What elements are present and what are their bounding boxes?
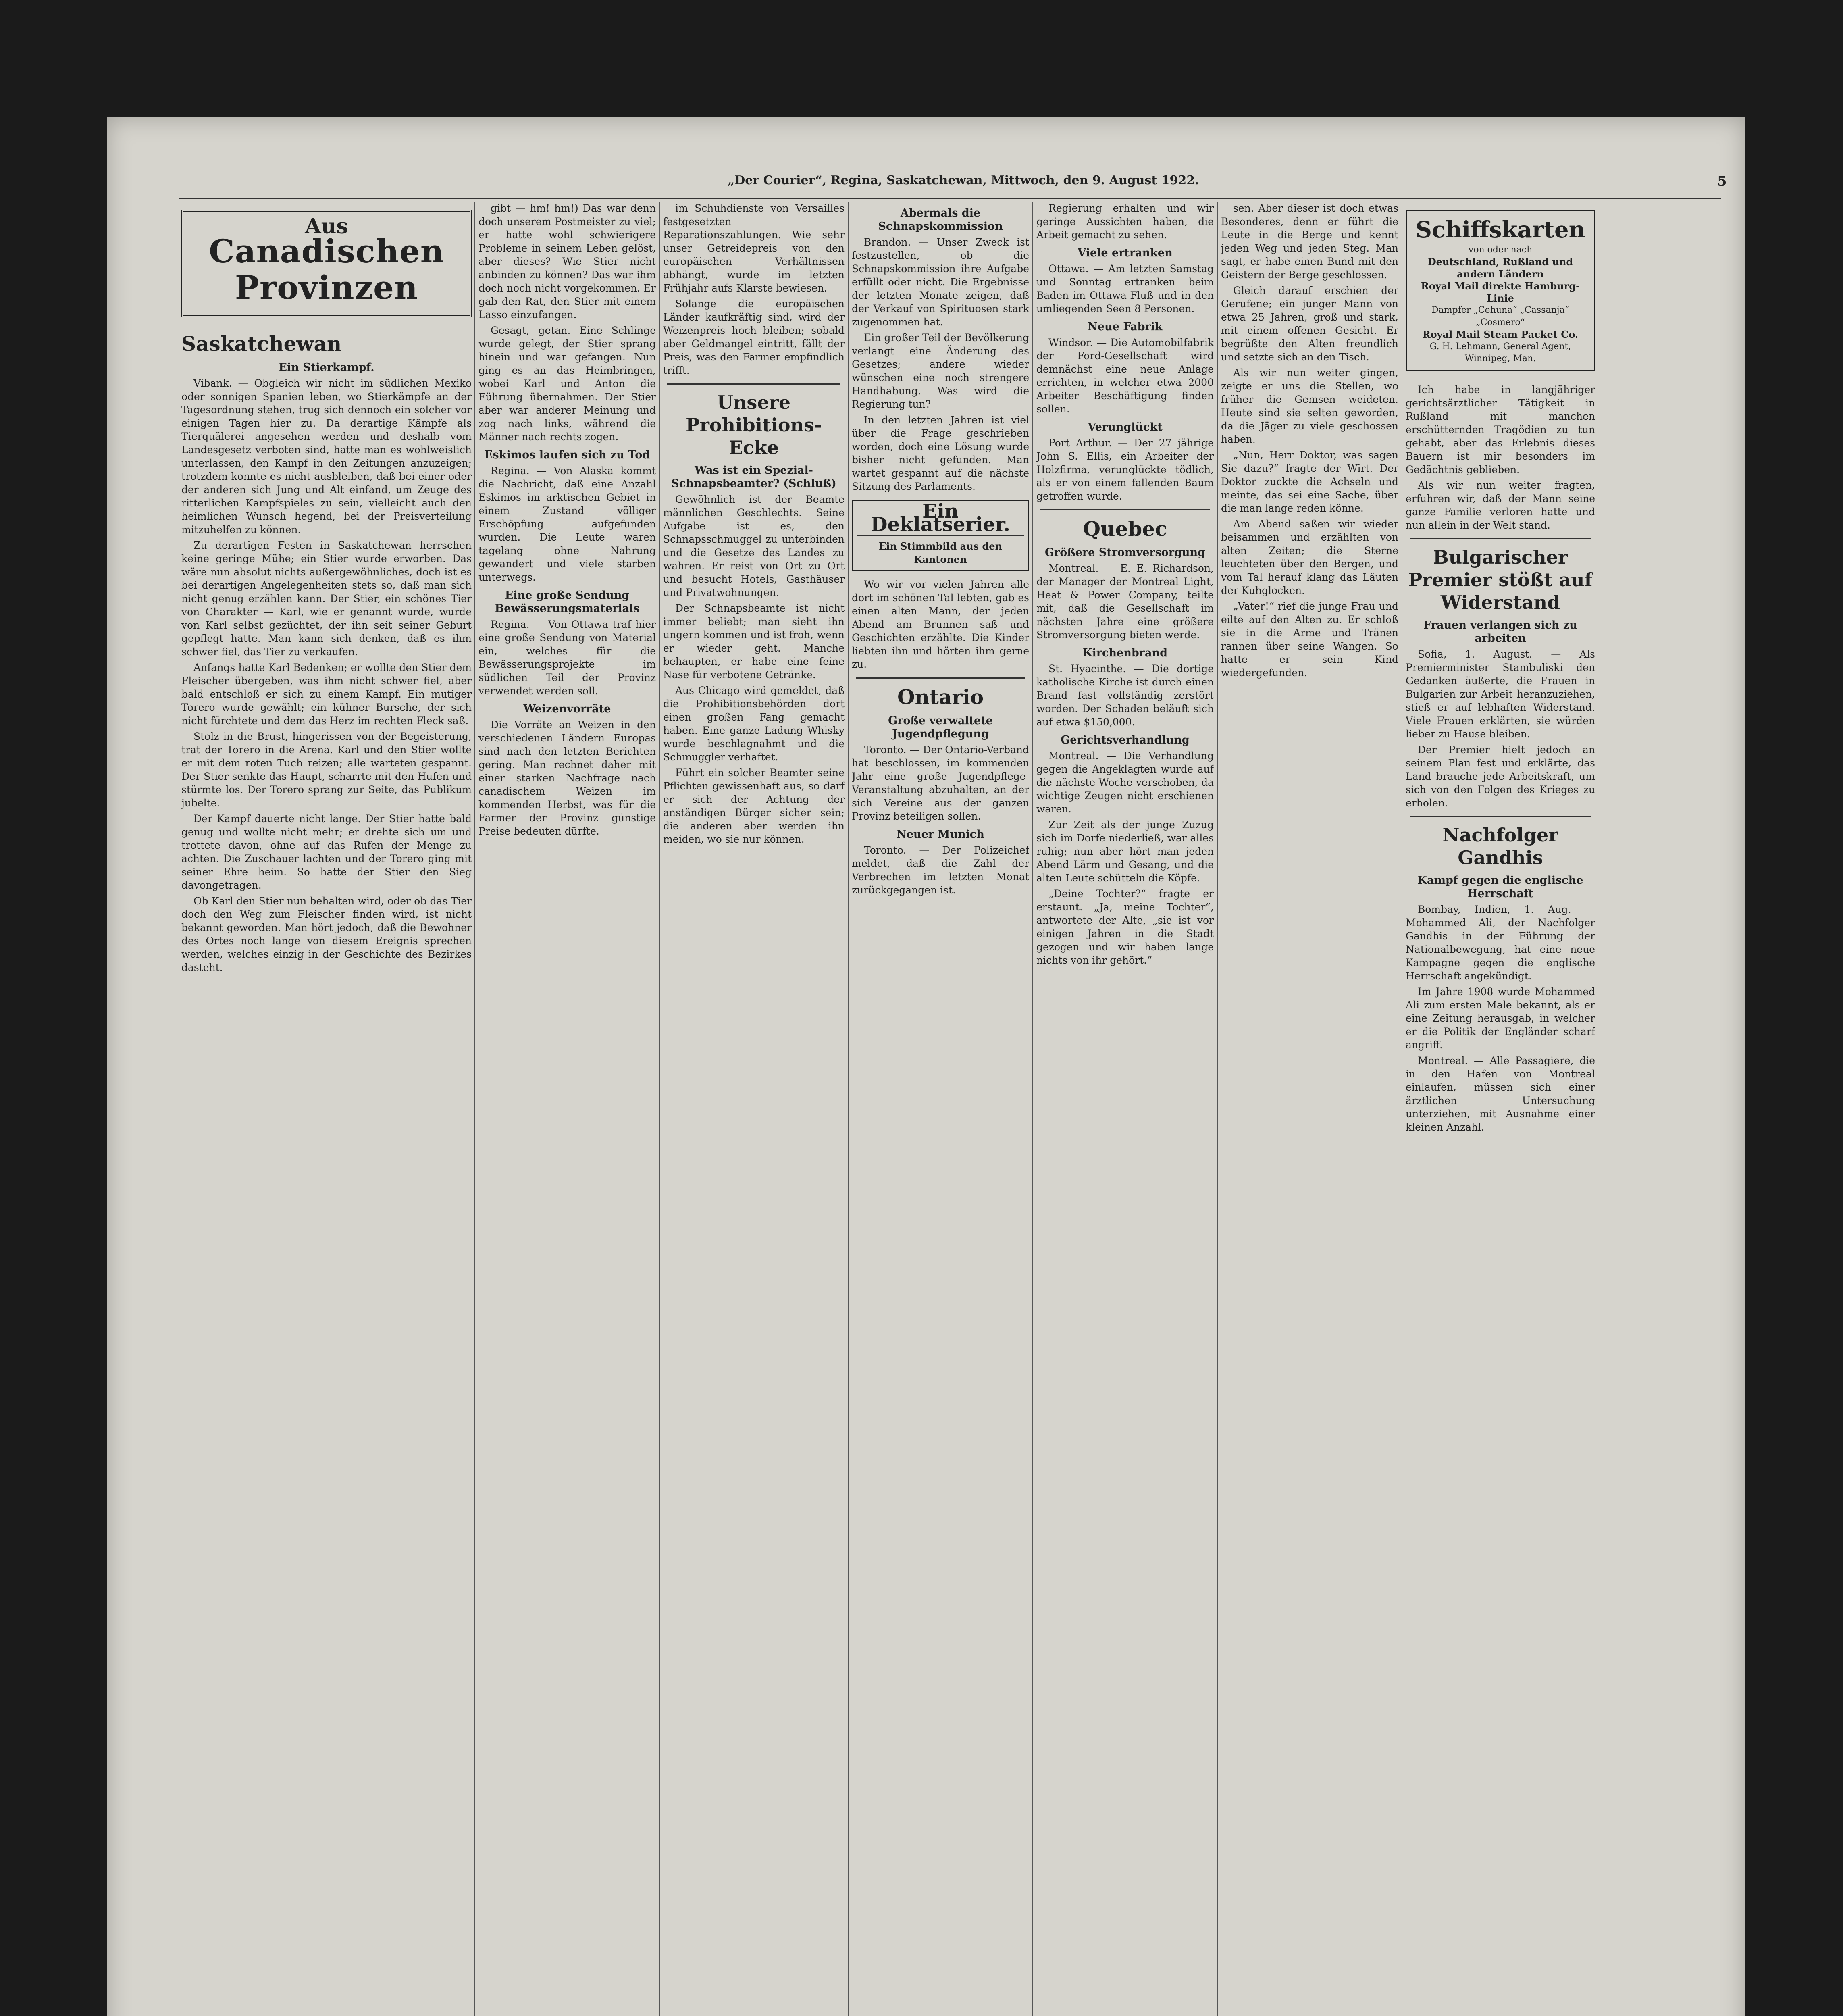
article-paragraph: Ottawa. — Am letzten Samstag und Sonntag ertranken beim Baden im Ottawa-Fluß und in den umliegenden Seen 8 Personen. bbox=[1036, 263, 1214, 314]
column-6 bbox=[1221, 202, 1398, 2016]
subhead-eskimos: Eskimos laufen sich zu Tod bbox=[484, 449, 650, 461]
article-paragraph: Brandon. — Unser Zweck ist festzustellen, ob die Schnapskommission ihre Aufgabe erfüllt oder nicht. Die Ergebnisse der letzten Monate zeigen, daß der Verkauf von Spirituosen stark zugenommen hat. bbox=[852, 236, 1029, 328]
subhead-frauen: Frauen verlangen sich zu arbeiten bbox=[1423, 619, 1577, 645]
section-prohibitions-ecke: Unsere Prohibitions-Ecke bbox=[686, 392, 822, 458]
heading-small: Aus bbox=[305, 214, 348, 239]
header-rule bbox=[179, 198, 1721, 199]
subhead-schnapsbeamter: Was ist ein Spezial-Schnapsbeamter? (Schluß) bbox=[671, 464, 836, 490]
article-paragraph: Toronto. — Der Polizeichef meldet, daß die Zahl der Verbrechen im letzten Monat zurückgegangen ist. bbox=[852, 844, 1029, 896]
article-paragraph: Montreal. — E. E. Richardson, der Manager der Montreal Light, Heat & Power Company, teilte mit, daß die Gesellschaft im nächsten Jahre eine größere Stromversorgung bieten werde. bbox=[1036, 562, 1214, 641]
column-divider bbox=[659, 202, 660, 2016]
article-paragraph: „Deine Tochter?“ fragte er erstaunt. „Ja, meine Tochter“, antwortete der Alte, „sie ist vor einigen Jahren in die Stadt gezogen und wir haben lange nichts von ihr gehört.“ bbox=[1036, 888, 1214, 966]
newspaper-page bbox=[107, 117, 1745, 2016]
subhead-kirchenbrand: Kirchenbrand bbox=[1083, 647, 1167, 659]
article-paragraph: „Nun, Herr Doktor, was sagen Sie dazu?“ fragte der Wirt. Der Doktor zuckte die Achseln und meinte, das sei eine Sache, über die man lange reden könne. bbox=[1221, 449, 1398, 514]
section-rule bbox=[1410, 538, 1591, 539]
article-paragraph: Regierung erhalten und wir geringe Aussichten haben, die Arbeit gemacht zu sehen. bbox=[1036, 202, 1214, 241]
article-paragraph: In den letzten Jahren ist viel über die Frage geschrieben worden, doch eine Lösung wurde bisher nicht gefunden. Man wartet gespannt auf die nächste Sitzung des Parlaments. bbox=[852, 414, 1029, 492]
article-paragraph: Der Kampf dauerte nicht lange. Der Stier hatte bald genug und wollte nicht mehr; er drehte sich um und trottete davon, ohne auf das Rufen der Menge zu achten. Die Zuschauer lachten und der Torero ging mit seiner Ehre heim. So hatte der Stier den Sieg davongetragen. bbox=[181, 813, 472, 891]
article-paragraph: Ob Karl den Stier nun behalten wird, oder ob das Tier doch den Weg zum Fleischer finden wird, ist nicht bekannt geworden. Man hört jedoch, daß die Bewohner des Ortes noch lange von diesem Ereignis sprechen werden, welches einzig in der Geschichte des Bezirkes dasteht. bbox=[181, 895, 472, 973]
article-paragraph: Vibank. — Obgleich wir nicht im südlichen Mexiko oder sonnigen Spanien leben, wo Stierkämpfe an der Tagesordnung stehen, trug sich dennoch ein solcher vor einigen Tagen hier zu. Da derartige Kämpfe als Tierquälerei angesehen werden und deshalb vom Landesgesetz verboten sind, hatte man es wohlweislich unterlassen, den Kampf in den Zeitungen anzuzeigen; trotzdem konnte es nicht ausbleiben, daß bei einer oder der anderen sich Jung und Alt einfand, um Zeuge des ritterlichen Kampfspieles zu sein, vielleicht auch den heimlichen Wunsch hegend, bei der Preisverteilung mitzuhelfen zu können. bbox=[181, 377, 472, 535]
subhead-munich: Neuer Munich bbox=[897, 828, 984, 841]
article-paragraph: Port Arthur. — Der 27 jährige John S. Ellis, ein Arbeiter der Holzfirma, verunglückte tödlich, als er von einem fallenden Baum getroffen wurde. bbox=[1036, 437, 1214, 502]
article-paragraph: im Schuhdienste von Versailles festgesetzten Reparationszahlungen. Wie sehr unser Getreidepreis von den europäischen Verhältnissen abhängt, wurde im letzten Frühjahr aufs Klarste bewiesen. bbox=[663, 202, 845, 294]
article-paragraph: Windsor. — Die Automobilfabrik der Ford-Gesellschaft wird demnächst eine neue Anlage errichten, in welcher etwa 2000 Arbeiter Beschäftigung finden sollen. bbox=[1036, 337, 1214, 415]
subhead-kampf: Kampf gegen die englische Herrschaft bbox=[1417, 874, 1583, 900]
article-paragraph: Ich habe in langjähriger gerichtsärztlicher Tätigkeit in Rußland mit manchen erschütternden Tragödien zu tun gehabt, aber das Erlebnis dieses Bauern ist mir besonders im Gedächtnis geblieben. bbox=[1406, 384, 1595, 475]
column-divider bbox=[1217, 202, 1218, 2016]
article-paragraph: Zu derartigen Festen in Saskatchewan herrschen keine geringe Mühe; ein Stier wurde erworben. Das wäre nun absolut nichts außergewöhnliches, doch ist es bei derartigen Angelegenheiten stets so, daß man sich nicht genug erzählen kann. Der Stier, ein schönes Tier von Charakter — Karl, wie er genannt wurde, wurde von Karl selbst gezüchtet, der ihn seit seiner Geburt gepflegt hatte. Man kann sich denken, daß es ihm schwer fiel, das Tier zu verkaufen. bbox=[181, 539, 472, 658]
article-paragraph: Montreal. — Alle Passagiere, die in den Hafen von Montreal einlaufen, müssen sich einer ärztlichen Untersuchung unterziehen, mit Ausnahme einer kleinen Anzahl. bbox=[1406, 1055, 1595, 1133]
column-5 bbox=[1036, 202, 1214, 2016]
article-paragraph: Stolz in die Brust, hingerissen von der Begeisterung, trat der Torero in die Arena. Karl und den Stier wollte er mit dem roten Tuch reizen; alle warteten gespannt. Der Stier senkte das Haupt, scharrte mit den Hufen und stürmte los. Der Torero sprang zur Seite, das Publikum jubelte. bbox=[181, 731, 472, 809]
ad-line: von oder nach bbox=[1468, 245, 1533, 255]
story-title: Ein Deklatserier. bbox=[870, 500, 1011, 536]
article-paragraph: Bombay, Indien, 1. Aug. — Mohammed Ali, der Nachfolger Gandhis in der Führung der Nationalbewegung, hat eine neue Kampagne gegen die englische Herrschaft angekündigt. bbox=[1406, 904, 1595, 982]
ad-line: Royal Mail direkte Hamburg-Linie bbox=[1421, 280, 1580, 304]
subhead-verunglueckt: Verunglückt bbox=[1088, 421, 1163, 433]
ad-line: Deutschland, Rußland und andern Ländern bbox=[1427, 256, 1573, 280]
article-paragraph: Die Vorräte an Weizen in den verschiedenen Ländern Europas sind nach den letzten Berichten gering. Man rechnet daher mit einer starken Nachfrage nach canadischem Weizen im kommenden Herbst, was für die Farmer der Provinz günstige Preise bedeuten dürfte. bbox=[478, 719, 656, 837]
article-paragraph: Sofia, 1. August. — Als Premierminister Stambuliski den Gedanken äußerte, die Frauen in Bulgarien zur Arbeit heranzuziehen, stieß er auf lebhaften Widerstand. Viele Frauen erklärten, sie würden lieber zu Hause bleiben. bbox=[1406, 648, 1595, 740]
article-paragraph: Gewöhnlich ist der Beamte männlichen Geschlechts. Seine Aufgabe ist es, den Schnapsschmuggel zu unterbinden und die Gesetze des Landes zu wahren. Er reist von Ort zu Ort und besucht Hotels, Gasthäuser und Privatwohnungen. bbox=[663, 494, 845, 598]
section-bulgarischer-premier: Bulgarischer Premier stößt auf Widerstand bbox=[1408, 546, 1593, 613]
article-paragraph: Toronto. — Der Ontario-Verband hat beschlossen, im kommenden Jahr eine große Jugendpflege-Veranstaltung abzuhalten, an der sich Vereine aus der ganzen Provinz beteiligen sollen. bbox=[852, 744, 1029, 822]
column-3 bbox=[663, 202, 845, 2016]
story-title-box bbox=[852, 500, 1029, 571]
section-rule bbox=[1040, 509, 1210, 510]
story-subtitle: Ein Stimmbild aus den Kantonen bbox=[857, 535, 1024, 566]
subhead-ertranken: Viele ertranken bbox=[1078, 247, 1173, 259]
ad-title: Schiffskarten bbox=[1415, 217, 1585, 243]
subhead-weizenvorraete: Weizenvorräte bbox=[523, 703, 611, 715]
article-paragraph: Ein großer Teil der Bevölkerung verlangt eine Änderung des Gesetzes; andere wieder wünschen eine noch strengere Handhabung. Was wird die Regierung tun? bbox=[852, 332, 1029, 410]
section-rule bbox=[856, 677, 1025, 679]
article-paragraph: Wo wir vor vielen Jahren alle dort im schönen Tal lebten, gab es einen alten Mann, der jeden Abend am Brunnen saß und Geschichten erzählte. Die Kinder liebten ihn und hörten ihm gerne zu. bbox=[852, 579, 1029, 670]
column-divider bbox=[474, 202, 475, 2016]
section-rule bbox=[667, 383, 840, 385]
article-paragraph: Solange die europäischen Länder kaufkräftig sind, wird der Weizenpreis hoch bleiben; sobald aber Geldmangel eintritt, fällt der Preis, was den Farmer empfindlich trifft. bbox=[663, 298, 845, 376]
section-saskatchewan: Saskatchewan bbox=[181, 332, 342, 356]
ad-line: Royal Mail Steam Packet Co. bbox=[1422, 329, 1579, 340]
article-paragraph: Im Jahre 1908 wurde Mohammed Ali zum ersten Male bekannt, als er eine Zeitung herausgab, in welcher er die Politik der Engländer scharf angriff. bbox=[1406, 986, 1595, 1051]
subhead-stierkampf: Ein Stierkampf. bbox=[279, 361, 374, 374]
masthead-line: „Der Courier“, Regina, Saskatchewan, Mittwoch, den 9. August 1922. bbox=[728, 173, 1199, 187]
article-paragraph: sen. Aber dieser ist doch etwas Besonderes, denn er führt die Leute in die Berge und kennt jeden Weg und jeden Steg. Man sagt, er habe einen Bund mit den Geistern der Berge geschlossen. bbox=[1221, 202, 1398, 281]
article-paragraph: Gesagt, getan. Eine Schlinge wurde gelegt, der Stier sprang hinein und war gefangen. Nun ging es an das Heimbringen, wobei Karl und Anton die Führung übernahmen. Der Stier aber war anderer Meinung und zog nach links, während die Männer nach rechts zogen. bbox=[478, 325, 656, 443]
section-rule bbox=[1410, 816, 1591, 817]
column-divider bbox=[1032, 202, 1033, 2016]
article-paragraph: St. Hyacinthe. — Die dortige katholische Kirche ist durch einen Brand fast vollständig zerstört worden. Der Schaden beläuft sich auf etwa $150,000. bbox=[1036, 663, 1214, 728]
article-paragraph: „Vater!“ rief die junge Frau und eilte auf den Alten zu. Er schloß sie in die Arme und Tränen rannen über seine Wangen. So hatte er sein Kind wiedergefunden. bbox=[1221, 600, 1398, 679]
article-paragraph: Zur Zeit als der junge Zuzug sich im Dorfe niederließ, war alles ruhig; nun aber hört man jeden Abend Lärm und Gesang, und die alten Leute schütteln die Köpfe. bbox=[1036, 819, 1214, 884]
subhead-gerichtsverhandlung: Gerichtsverhandlung bbox=[1061, 734, 1190, 746]
column-1 bbox=[181, 202, 472, 2016]
article-paragraph: Als wir nun weiter fragten, erfuhren wir, daß der Mann seine ganze Familie verloren hatte und nun allein in der Welt stand. bbox=[1406, 479, 1595, 531]
subhead-schnapskommission: Abermals die Schnapskommission bbox=[878, 207, 1003, 233]
column-4 bbox=[852, 202, 1029, 2016]
subhead-sendung: Eine große Sendung Bewässerungsmaterials bbox=[495, 589, 640, 615]
article-paragraph: Der Premier hielt jedoch an seinem Plan fest und erklärte, das Land brauche jede Arbeitskraft, um sich von den Folgen des Krieges zu erholen. bbox=[1406, 744, 1595, 809]
section-nachfolger-gandhis: Nachfolger Gandhis bbox=[1442, 824, 1558, 868]
ad-line: Dampfer „Cehuna“ „Cassanja“ „Cosmero“ bbox=[1431, 305, 1569, 327]
heading-big: Canadischen Provinzen bbox=[209, 232, 444, 306]
shipping-ad bbox=[1406, 210, 1595, 371]
ad-line: G. H. Lehmann, General Agent, Winnipeg, Man. bbox=[1429, 342, 1571, 364]
article-paragraph: Am Abend saßen wir wieder beisammen und erzählten von alten Zeiten; die Sterne leuchteten über den Bergen, und vom Tal herauf klang das Läuten der Kuhglocken. bbox=[1221, 518, 1398, 596]
section-quebec: Quebec bbox=[1083, 517, 1167, 541]
section-ontario: Ontario bbox=[897, 685, 984, 709]
provinces-heading-box bbox=[181, 210, 472, 317]
page-header bbox=[107, 173, 1745, 198]
article-paragraph: Regina. — Von Alaska kommt die Nachricht, daß eine Anzahl Eskimos im arktischen Gebiet in einem Zustand völliger Erschöpfung aufgefunden wurden. Die Leute waren tagelang ohne Nahrung gewandert und viele starben unterwegs. bbox=[478, 465, 656, 583]
article-paragraph: Als wir nun weiter gingen, zeigte er uns die Stellen, wo früher die Gemsen weideten. Heute sind sie selten geworden, da die Jäger zu viele geschossen haben. bbox=[1221, 367, 1398, 445]
article-paragraph: Montreal. — Die Verhandlung gegen die Angeklagten wurde auf die nächste Woche verschoben, da wichtige Zeugen nicht erschienen waren. bbox=[1036, 750, 1214, 815]
article-paragraph: Regina. — Von Ottawa traf hier eine große Sendung von Material ein, welches für die Bewässerungsprojekte im südlichen Teil der Provinz verwendet werden soll. bbox=[478, 619, 656, 697]
article-paragraph: Gleich darauf erschien der Gerufene; ein junger Mann von etwa 25 Jahren, groß und stark, mit einem offenen Gesicht. Er begrüßte den Alten freundlich und setzte sich an den Tisch. bbox=[1221, 285, 1398, 363]
subhead-stromversorgung: Größere Stromversorgung bbox=[1044, 546, 1206, 559]
article-paragraph: Führt ein solcher Beamter seine Pflichten gewissenhaft aus, so darf er sich der Achtung der anständigen Bürger sicher sein; die anderen aber werden ihn meiden, wo sie nur können. bbox=[663, 767, 845, 845]
subhead-fabrik: Neue Fabrik bbox=[1088, 321, 1163, 333]
subhead-jugendpflegung: Große verwaltete Jugendpflegung bbox=[888, 714, 993, 740]
column-7 bbox=[1406, 202, 1595, 2016]
article-paragraph: Der Schnapsbeamte ist nicht immer beliebt; man sieht ihn ungern kommen und ist froh, wenn er wieder geht. Manche behaupten, er habe eine feine Nase für verbotene Getränke. bbox=[663, 602, 845, 681]
article-paragraph: gibt — hm! hm!) Das war denn doch unserem Postmeister zu viel; er hatte wohl schwierigere Probleme in seinem Leben gelöst, aber dieses? Wie Stier nicht anbinden zu können? Das war ihm doch noch nicht vorgekommen. Er gab den Rat, den Stier mit einem Lasso einzufangen. bbox=[478, 202, 656, 321]
column-2 bbox=[478, 202, 656, 2016]
column-divider bbox=[848, 202, 849, 2016]
article-paragraph: Aus Chicago wird gemeldet, daß die Prohibitionsbehörden dort einen großen Fang gemacht haben. Eine ganze Ladung Whisky wurde beschlagnahmt und die Schmuggler verhaftet. bbox=[663, 685, 845, 763]
page-number: 5 bbox=[1717, 173, 1727, 190]
article-paragraph: Anfangs hatte Karl Bedenken; er wollte den Stier dem Fleischer übergeben, was ihm nicht schwer fiel, aber bald entschloß er sich zu einem Kampf. Ein mutiger Torero wurde gewählt; ein kühner Bursche, der sich nicht fürchtete und dem das Herz im rechten Fleck saß. bbox=[181, 662, 472, 727]
